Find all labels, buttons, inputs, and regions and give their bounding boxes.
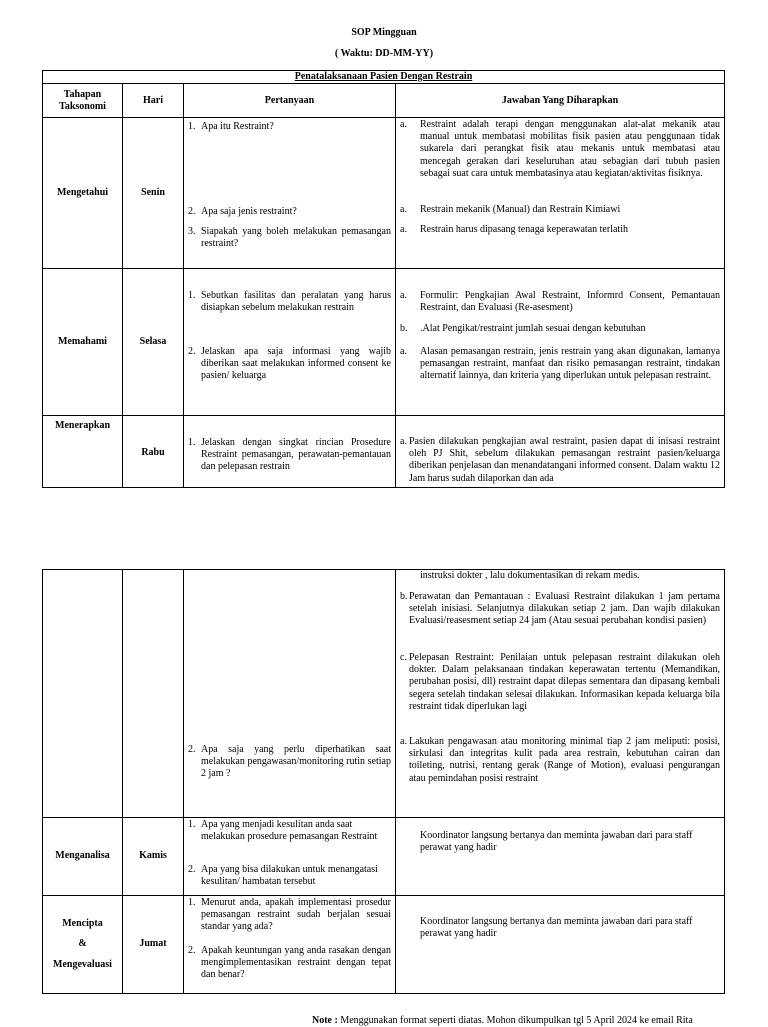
item-number: 2. — [188, 346, 196, 357]
question-cell — [184, 818, 396, 896]
question-item — [188, 226, 391, 250]
column-header-tahapan: Tahapan Taksonomi — [43, 84, 123, 118]
question-text: Apa yang menjadi kesulitan anda saat melakukan prosedure pemasangan Restraint — [201, 819, 378, 843]
answer-text: Restraint adalah terapi dengan menggunakan alat-alat mekanik atau manual untuk membatasi mobilitas fisik pasien atau penggunaan tidak sukarela dari perangkat fisik atau mekanis untuk membatasi atau mencegah gerakan dari keseluruhan atau sebagian dari tubuh pasien sebagai suat cara untuk membatasinya atau kegiatan/aktivitas fisiknya. — [420, 119, 721, 179]
question-cell — [184, 269, 396, 416]
question-text: Apa saja yang perlu diperhatikan saat melakukan pengawasan/monitoring rutin setiap 2 jam ? — [201, 744, 391, 780]
item-number: 1. — [188, 819, 196, 830]
answer-text: Alasan pemasangan restrain, jenis restrain yang akan digunakan, lamanya pemasangan restraint, manfaat dan risiko pemasangan restraint, tindakan alternatif lainnya, dan kriteria yang diperlukan untuk pelepasan restraint. — [420, 346, 721, 382]
tahapan-cell: Memahami — [43, 269, 123, 416]
answer-item — [400, 224, 720, 236]
answer-text: Koordinator langsung bertanya dan meminta jawaban dari para staff perawat yang hadir — [420, 916, 693, 940]
answer-item — [400, 736, 720, 785]
item-marker: a. — [400, 290, 407, 301]
table-row — [43, 118, 725, 269]
answer-item — [400, 436, 720, 485]
tahapan-cell-continued — [43, 570, 123, 818]
day-cell-continued — [123, 570, 184, 818]
item-marker: b. — [400, 591, 408, 602]
tahapan-cell: Menerapkan — [43, 416, 123, 488]
column-header-hari: Hari — [123, 84, 184, 118]
tahapan-line: Mencipta — [62, 918, 103, 930]
answer-text: Formulir: Pengkajian Awal Restraint, Informrd Consent, Pemantauan Restraint, dan Evaluasi (Re-asesment) — [420, 290, 721, 314]
footer-note — [312, 1015, 693, 1027]
answer-text: Lakukan pengawasan atau monitoring minimal tiap 2 jam meliputi: posisi, sirkulasi dan integritas kulit pada area restrain, kebutuhan cairan dan toileting, nutrisi, rentang gerak (Range of Motion), evaluasi pengurangan atau pemindahan posisi restraint — [409, 736, 720, 784]
question-item — [188, 897, 391, 934]
note-text: Menggunakan format seperti diatas. Mohon dikumpulkan tgl 5 April 2024 ke email Rita — [340, 1015, 693, 1026]
item-number: 1. — [188, 897, 196, 908]
question-item — [188, 744, 391, 781]
tahapan-cell: Mengetahui — [43, 118, 123, 269]
tahapan-line: Mengevaluasi — [53, 958, 112, 970]
table-caption: Penatalaksanaan Pasien Dengan Restrain — [43, 71, 725, 84]
table-row — [43, 570, 725, 818]
day-cell: Kamis — [123, 818, 184, 896]
item-number: 1. — [188, 437, 196, 448]
document-title: SOP Mingguan — [351, 27, 417, 38]
item-marker: b. — [400, 323, 408, 334]
question-item — [188, 346, 391, 383]
answer-text: Koordinator langsung bertanya dan meminta jawaban dari para staff perawat yang hadir — [420, 830, 693, 854]
day-cell: Senin — [123, 118, 184, 269]
item-number: 1. — [188, 121, 196, 132]
answer-text: Pelepasan Restraint: Penilaian untuk pelepasan restraint dilakukan oleh dokter. Dalam pelaksanaan tindakan keperawatan tertentu (Memandikan, perubahan posisi, dll) restraint dapat dilepas sementara dan dipasang kembali segera setelah tindakan selesai dilakukan. Informasikan kepada keluarga bila restraint tidak diperlukan lagi — [409, 652, 720, 712]
answer-cell — [396, 818, 725, 896]
table-row — [43, 269, 725, 416]
tahapan-line: & — [78, 938, 87, 950]
question-item — [188, 290, 391, 314]
answer-continued-text: instruksi dokter , lalu dokumentasikan di rekam medis. — [420, 570, 640, 581]
item-number: 2. — [188, 945, 196, 956]
answer-cell — [396, 896, 725, 994]
answer-item — [400, 290, 720, 314]
question-text: Sebutkan fasilitas dan peralatan yang harus disiapkan sebelum melakukan restrain — [201, 290, 391, 314]
answer-text: Perawatan dan Pemantauan : Evaluasi Restraint dilakukan 1 jam pertama setelah inisiasi. Selanjutnya dilakukan setiap 2 jam. Dan wajib dilakukan Evaluasi/reasesment setiap 24 jam (Atau sesuai perubahan kondisi pasien) — [409, 591, 720, 627]
question-text: Apakah keuntungan yang anda rasakan dengan mengimplementasikan restraint dengan tepat dan benar? — [201, 945, 391, 981]
question-item — [188, 437, 391, 474]
tahapan-cell: Menganalisa — [43, 818, 123, 896]
day-cell: Jumat — [123, 896, 184, 994]
item-number: 2. — [188, 864, 196, 875]
question-item — [188, 121, 391, 133]
question-item — [188, 206, 391, 218]
item-marker: c. — [400, 652, 407, 663]
day-cell: Selasa — [123, 269, 184, 416]
question-item — [188, 864, 391, 888]
item-marker: a. — [400, 736, 407, 747]
answer-text: Pasien dilakukan pengkajian awal restraint, pasien dapat di inisasi restraint oleh PJ Shit, sebelum dilakukan pemasangan restraint pasien/keluarga diberikan penjelasan dan menandatangani informed consent. Dalam waktu 12 Jam harus sudah dilaporkan dan ada — [409, 436, 721, 484]
answer-cell — [396, 416, 725, 488]
column-header-pertanyaan: Pertanyaan — [184, 84, 396, 118]
table-row — [43, 818, 725, 896]
question-text: Apa yang bisa dilakukan untuk menangatasi kesulitan/ hambatan tersebut — [201, 864, 378, 888]
note-label: Note : — [312, 1015, 338, 1026]
question-cell — [184, 570, 396, 818]
item-marker: a. — [400, 346, 407, 357]
question-cell — [184, 896, 396, 994]
question-text: Jelaskan dengan singkat rincian Prosedure Restraint pemasangan, perawatan-pemantauan dan pelepasan restrain — [201, 437, 391, 473]
answer-text: Restrain harus dipasang tenaga keperawatan terlatih — [420, 224, 628, 235]
sop-table-part-2 — [42, 569, 725, 994]
answer-item — [400, 346, 720, 383]
answer-item — [400, 323, 720, 335]
item-marker: a. — [400, 119, 407, 130]
answer-item — [400, 652, 720, 713]
answer-cell — [396, 118, 725, 269]
item-number: 2. — [188, 206, 196, 217]
item-number: 3. — [188, 226, 196, 237]
answer-item — [400, 119, 720, 180]
answer-item — [400, 591, 720, 628]
item-marker: a. — [400, 436, 407, 447]
question-text: Siapakah yang boleh melakukan pemasangan restraint? — [201, 226, 391, 250]
question-text: Jelaskan apa saja informasi yang wajib diberikan saat melakukan informed consent ke pasien/ keluarga — [201, 346, 391, 382]
item-number: 2. — [188, 744, 196, 755]
answer-item — [400, 204, 720, 216]
answer-cell — [396, 570, 725, 818]
question-item — [188, 945, 391, 982]
column-header-jawaban: Jawaban Yang Diharapkan — [396, 84, 725, 118]
table-row — [43, 416, 725, 488]
question-item — [188, 819, 391, 843]
sop-table-part-1 — [42, 70, 725, 488]
question-cell — [184, 416, 396, 488]
answer-text: Restrain mekanik (Manual) dan Restrain Kimiawi — [420, 204, 621, 215]
answer-text: .Alat Pengikat/restraint jumlah sesuai dengan kebutuhan — [420, 323, 646, 334]
question-text: Apa saja jenis restraint? — [201, 206, 297, 217]
question-text: Apa itu Restraint? — [201, 121, 274, 132]
item-marker: a. — [400, 204, 407, 215]
question-cell — [184, 118, 396, 269]
table-row — [43, 896, 725, 994]
answer-cell — [396, 269, 725, 416]
tahapan-cell — [43, 896, 123, 994]
item-number: 1. — [188, 290, 196, 301]
item-marker: a. — [400, 224, 407, 235]
document-subtitle: ( Waktu: DD-MM-YY) — [334, 48, 434, 59]
question-text: Menurut anda, apakah implementasi prosedur pemasangan restraint sudah berjalan sesuai standar yang ada? — [201, 897, 391, 933]
day-cell: Rabu — [123, 416, 184, 488]
